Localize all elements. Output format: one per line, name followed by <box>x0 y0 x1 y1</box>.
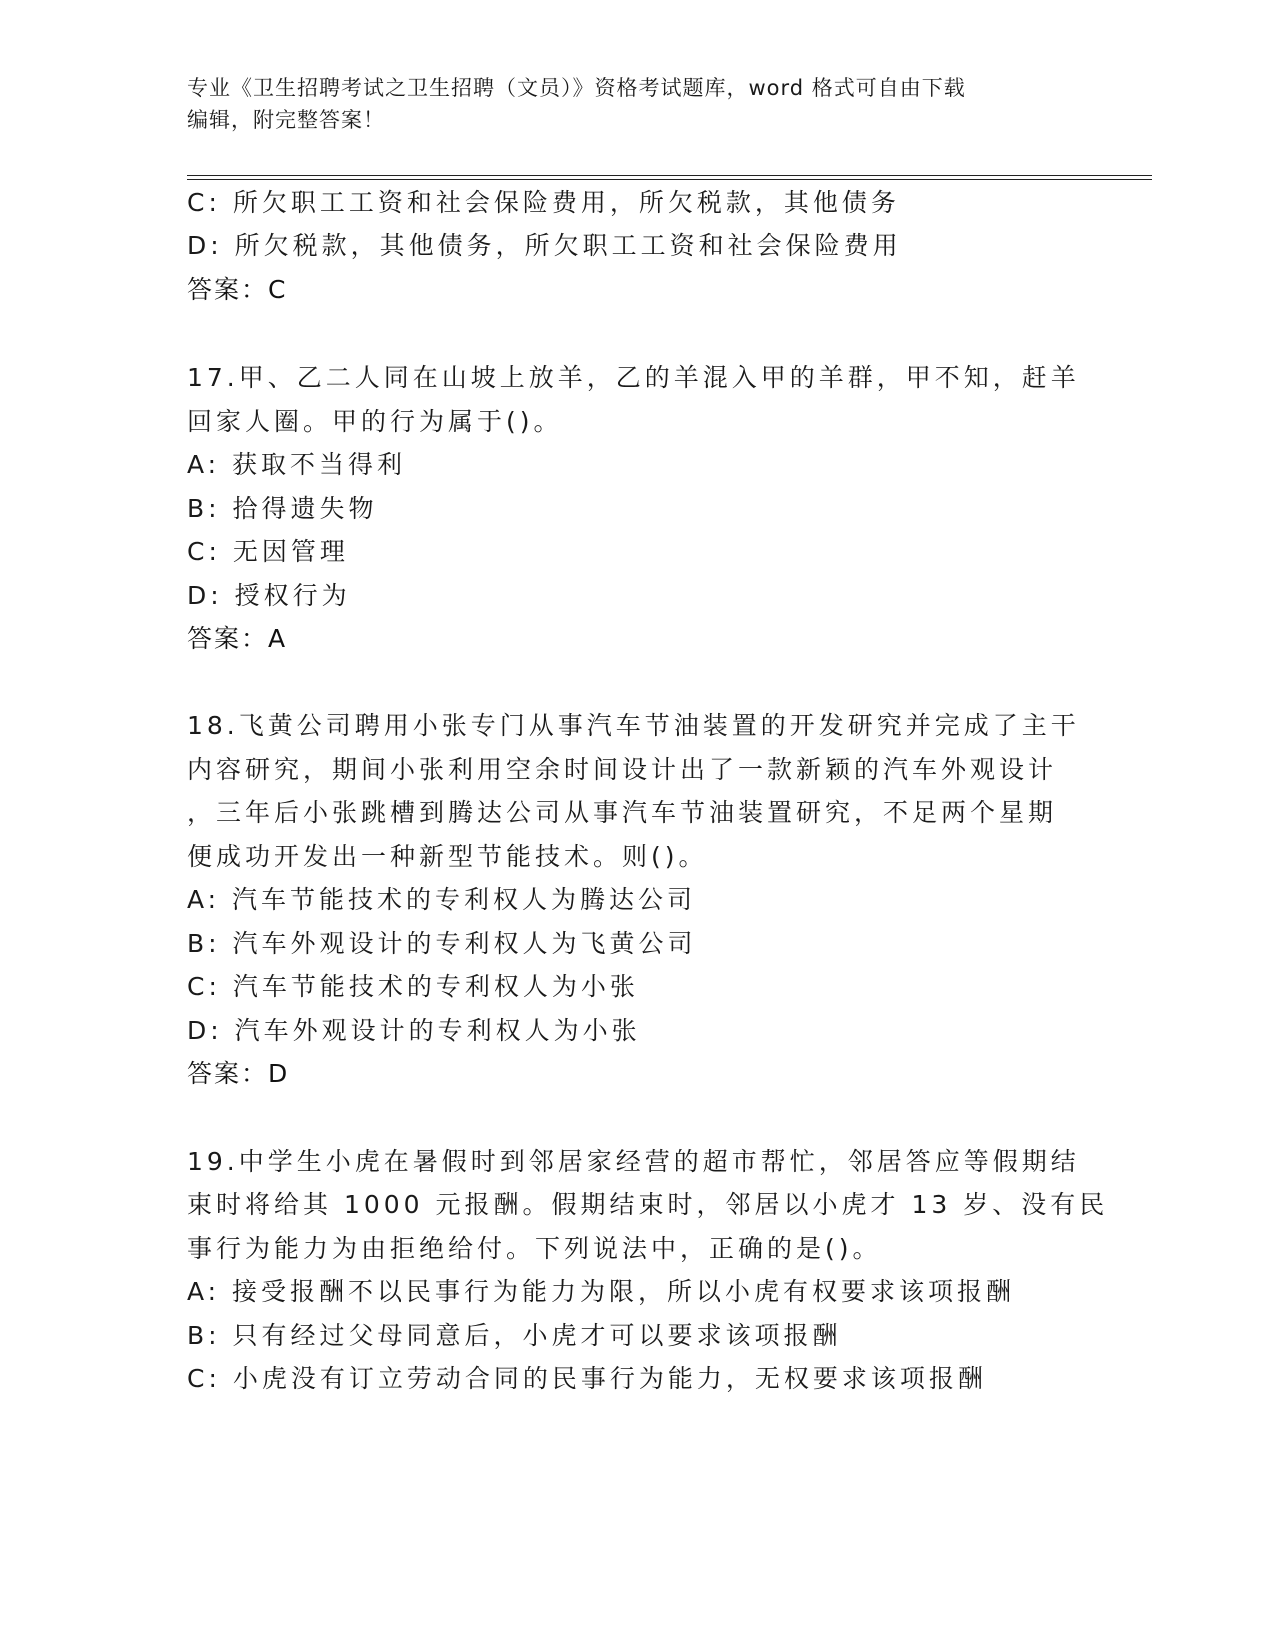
header-line-2: 编辑，附完整答案！ <box>187 108 385 132</box>
q18-option-b: B: 汽车外观设计的专利权人为飞黄公司 <box>187 929 697 958</box>
q19-option-b: B: 只有经过父母同意后，小虎才可以要求该项报酬 <box>187 1321 842 1350</box>
q19-option-a: A: 接受报酬不以民事行为能力为限，所以小虎有权要求该项报酬 <box>187 1277 1016 1306</box>
q18-option-c: C: 汽车节能技术的专利权人为小张 <box>187 972 639 1001</box>
q19-stem-line-2: 束时将给其 1000 元报酬。假期结束时，邻居以小虎才 13 岁、没有民 <box>187 1190 1109 1219</box>
q17-option-d: D: 授权行为 <box>187 581 351 610</box>
q19-stem-line-1: 19.中学生小虎在暑假时到邻居家经营的超市帮忙，邻居答应等假期结 <box>187 1147 1080 1176</box>
q18-stem-line-4: 便成功开发出一种新型节能技术。则()。 <box>187 842 708 871</box>
header-line-1: 专业《卫生招聘考试之卫生招聘（文员）》资格考试题库，word 格式可自由下载 <box>187 76 966 100</box>
q18-option-d: D: 汽车外观设计的专利权人为小张 <box>187 1016 641 1045</box>
q17-option-a: A: 获取不当得利 <box>187 450 407 479</box>
q17-option-c: C: 无因管理 <box>187 537 349 566</box>
q18-stem-line-2: 内容研究，期间小张利用空余时间设计出了一款新颖的汽车外观设计 <box>187 755 1058 784</box>
q16-option-c: C: 所欠职工工资和社会保险费用，所欠税款，其他债务 <box>187 188 900 217</box>
q18-answer: 答案：D <box>187 1059 290 1088</box>
q17-stem-line-1: 17.甲、乙二人同在山坡上放羊，乙的羊混入甲的羊群，甲不知，赶羊 <box>187 363 1080 392</box>
document-header <box>187 72 1067 136</box>
q17-answer: 答案：A <box>187 624 288 653</box>
q17-stem-line-2: 回家人圈。甲的行为属于()。 <box>187 407 563 436</box>
q18-option-a: A: 汽车节能技术的专利权人为腾达公司 <box>187 885 697 914</box>
header-divider <box>187 175 1152 180</box>
q19-stem-line-3: 事行为能力为由拒绝给付。下列说法中，正确的是()。 <box>187 1234 882 1263</box>
q17-option-b: B: 拾得遗失物 <box>187 494 378 523</box>
q16-answer: 答案：C <box>187 275 288 304</box>
q19-option-c: C: 小虎没有订立劳动合同的民事行为能力，无权要求该项报酬 <box>187 1364 987 1393</box>
q16-option-d: D: 所欠税款，其他债务，所欠职工工资和社会保险费用 <box>187 231 902 260</box>
q18-stem-line-3: ，三年后小张跳槽到腾达公司从事汽车节油装置研究，不足两个星期 <box>187 798 1058 827</box>
q18-stem-line-1: 18.飞黄公司聘用小张专门从事汽车节油装置的开发研究并完成了主干 <box>187 711 1080 740</box>
